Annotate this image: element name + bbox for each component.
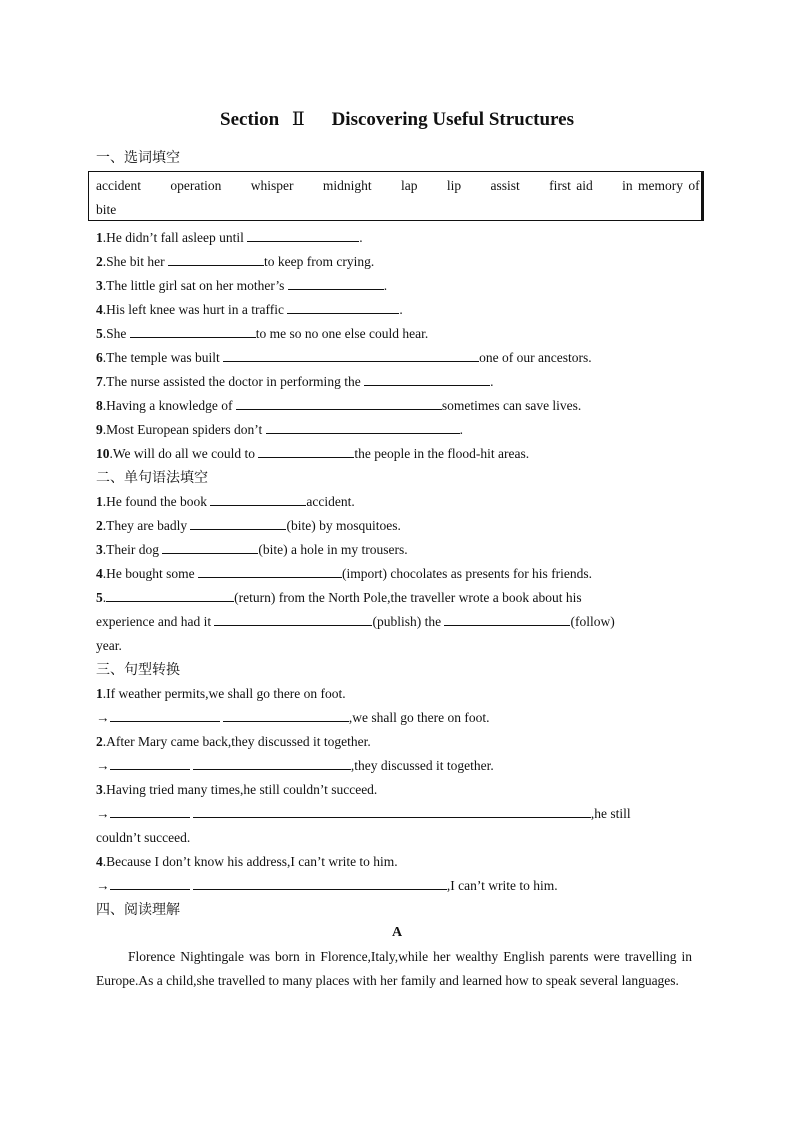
- exercise-item: 5. (return) from the North Pole,the traveller wrote a book about his: [96, 590, 582, 605]
- answer-blank[interactable]: [258, 445, 354, 458]
- word-bank-item: lap: [400, 178, 418, 193]
- answer-blank[interactable]: [444, 613, 570, 626]
- rewrite-line: → ,I can’t write to him.: [96, 878, 558, 893]
- word-bank-item: assist: [490, 178, 520, 193]
- exercise-item: 2.After Mary came back,they discussed it together.: [96, 734, 371, 749]
- exercise-item: 1.He found the book accident.: [96, 494, 355, 509]
- exercise-item: 7.The nurse assisted the doctor in performing the .: [96, 374, 494, 389]
- exercise-item-continued: experience and had it (publish) the (follow): [96, 614, 615, 629]
- exercise-item: 4.Because I don’t know his address,I can’t write to him.: [96, 854, 398, 869]
- exercise-item: 3.Their dog (bite) a hole in my trousers.: [96, 542, 408, 557]
- exercise-item: 4.His left knee was hurt in a traffic .: [96, 302, 403, 317]
- answer-blank[interactable]: [236, 397, 442, 410]
- answer-blank[interactable]: [223, 709, 349, 722]
- answer-blank[interactable]: [223, 349, 479, 362]
- rewrite-continuation: couldn’t succeed.: [96, 830, 191, 845]
- answer-blank[interactable]: [110, 709, 220, 722]
- answer-blank[interactable]: [110, 805, 190, 818]
- answer-blank[interactable]: [210, 493, 306, 506]
- answer-blank[interactable]: [130, 325, 256, 338]
- part3-heading: 三、句型转换: [96, 662, 180, 678]
- arrow-icon: →: [96, 710, 110, 725]
- page-title: [0, 108, 794, 131]
- answer-blank[interactable]: [193, 877, 447, 890]
- answer-blank[interactable]: [193, 805, 591, 818]
- answer-blank[interactable]: [168, 253, 264, 266]
- word-bank-item: operation: [170, 178, 222, 193]
- answer-blank[interactable]: [110, 877, 190, 890]
- answer-blank[interactable]: [106, 589, 234, 602]
- reading-paragraph: Florence Nightingale was born in Florence,Italy,while her wealthy English parents were travelling in Europe.As a child,she travelled to many places with her family and learned how to speak several languages.: [96, 949, 692, 988]
- exercise-item: 3.Having tried many times,he still couldn’t succeed.: [96, 782, 378, 797]
- rewrite-line: → ,we shall go there on foot.: [96, 710, 490, 725]
- arrow-icon: →: [96, 806, 110, 821]
- answer-blank[interactable]: [247, 229, 359, 242]
- rewrite-line: → ,they discussed it together.: [96, 758, 494, 773]
- word-bank-item: lip: [446, 178, 462, 193]
- title-section: Section: [220, 109, 280, 130]
- exercise-item: 3.The little girl sat on her mother’s .: [96, 278, 388, 293]
- answer-blank[interactable]: [162, 541, 258, 554]
- word-bank-item: in memory of: [622, 178, 700, 193]
- answer-blank[interactable]: [364, 373, 490, 386]
- part2-heading: 二、单句语法填空: [96, 470, 208, 486]
- exercise-item: 1.He didn’t fall asleep until .: [96, 230, 363, 245]
- exercise-item-continued: year.: [96, 638, 122, 653]
- answer-blank[interactable]: [193, 757, 351, 770]
- exercise-item: 1.If weather permits,we shall go there on foot.: [96, 686, 346, 701]
- exercise-item: 5.She to me so no one else could hear.: [96, 326, 429, 341]
- arrow-icon: →: [96, 758, 110, 773]
- word-bank-item: accident: [96, 178, 141, 193]
- part4-heading: 四、阅读理解: [96, 902, 180, 918]
- exercise-item: 2.They are badly (bite) by mosquitoes.: [96, 518, 401, 533]
- exercise-item: 10.We will do all we could to the people in the flood-hit areas.: [96, 446, 530, 461]
- title-name: Discovering Useful Structures: [331, 109, 574, 130]
- word-bank-item: bite: [96, 202, 117, 217]
- exercise-item: 9.Most European spiders don’t .: [96, 422, 463, 437]
- answer-blank[interactable]: [190, 517, 286, 530]
- answer-blank[interactable]: [288, 277, 384, 290]
- rewrite-line: → ,he still: [96, 806, 631, 821]
- answer-blank[interactable]: [198, 565, 342, 578]
- word-bank-item: midnight: [322, 178, 372, 193]
- exercise-item: 6.The temple was built one of our ancestors.: [96, 350, 592, 365]
- part1-heading: 一、选词填空: [96, 150, 180, 166]
- word-bank-row: [96, 178, 700, 194]
- word-bank-item: whisper: [250, 178, 294, 193]
- title-numeral: Ⅱ: [291, 109, 305, 130]
- arrow-icon: →: [96, 878, 110, 893]
- word-bank: [88, 171, 704, 221]
- answer-blank[interactable]: [287, 301, 399, 314]
- word-bank-item: first aid: [549, 178, 593, 193]
- answer-blank[interactable]: [266, 421, 460, 434]
- answer-blank[interactable]: [214, 613, 372, 626]
- exercise-item: 2.She bit her to keep from crying.: [96, 254, 375, 269]
- exercise-item: 8.Having a knowledge of sometimes can save lives.: [96, 398, 582, 413]
- answer-blank[interactable]: [110, 757, 190, 770]
- exercise-item: 4.He bought some (import) chocolates as presents for his friends.: [96, 566, 593, 581]
- passage-label: A: [391, 925, 403, 940]
